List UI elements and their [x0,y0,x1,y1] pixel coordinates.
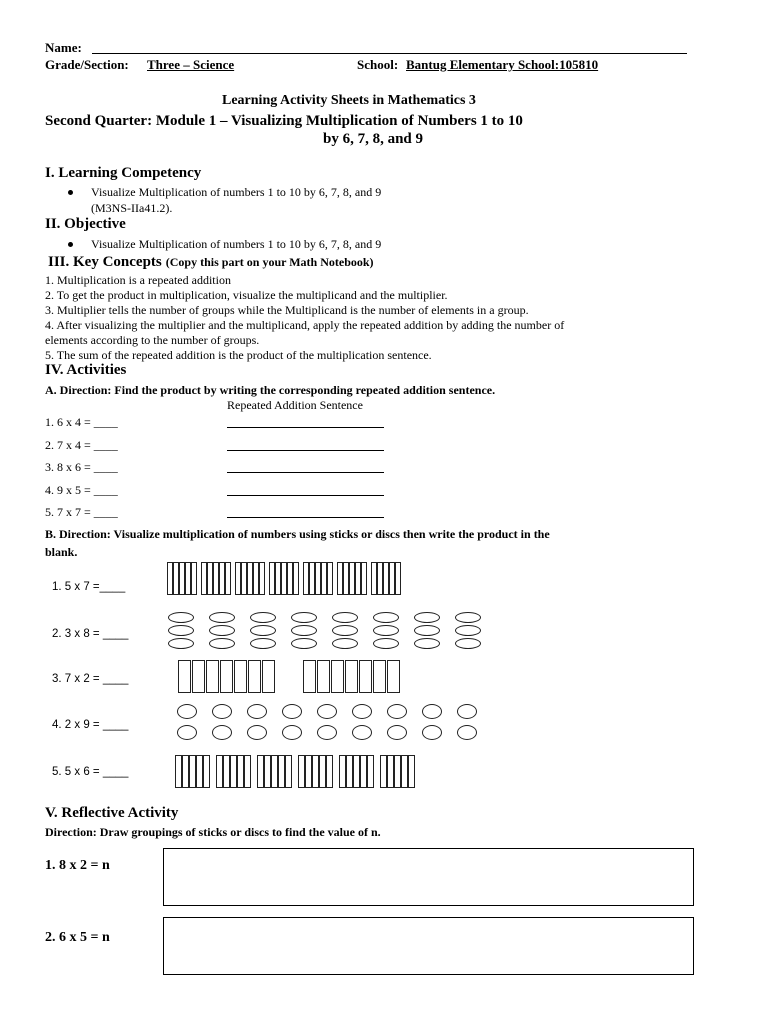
reflective-item: 1. 8 x 2 = n [45,858,110,873]
disc-group [291,612,317,654]
stick [317,660,330,693]
stick [216,755,223,788]
disc [332,638,358,649]
stick [346,755,353,788]
activity-a-direction: A. Direction: Find the product by writing the corresponding repeated addition sentence. [45,383,496,397]
stick-group [178,660,275,694]
disc [373,612,399,623]
grade-value: Three – Science [147,57,235,72]
disc-group [387,704,407,746]
disc [457,704,477,719]
disc [291,638,317,649]
key-concepts-heading: III. Key Concepts [48,254,162,270]
answer-line[interactable] [227,450,384,451]
objective-heading: II. Objective [45,216,126,232]
activity-a-item: 2. 7 x 4 = ____ [45,438,118,452]
stick [192,660,205,693]
activity-b-direction-line2: blank. [45,545,78,559]
disc-group [455,612,481,654]
competency-bullet-line2: (M3NS-IIa41.2). [91,201,173,215]
disc [212,725,232,740]
key-concept-item: 3. Multiplier tells the number of groups while the Multiplicand is the number of elements in a group. [45,303,529,317]
disc [387,725,407,740]
key-concept-item: 4. After visualizing the multiplier and the multiplicand, apply the repeated addition by adding the number of [45,318,565,332]
stick [359,660,372,693]
disc [177,704,197,719]
stick [248,660,261,693]
activities-heading: IV. Activities [45,362,127,378]
stick [319,755,326,788]
stick [395,562,401,595]
title-line1: Learning Activity Sheets in Mathematics 3 [222,93,476,108]
disc [291,612,317,623]
disc [373,638,399,649]
disc [250,625,276,636]
answer-line[interactable] [227,427,384,428]
disc-group [414,612,440,654]
activity-b-item-label: 4. 2 x 9 = ____ [52,719,129,731]
disc [168,638,194,649]
stick [223,755,230,788]
disc [414,638,440,649]
disc [209,638,235,649]
stick [298,755,305,788]
competency-bullet-line1: Visualize Multiplication of numbers 1 to 10 by 6, 7, 8, and 9 [91,185,382,199]
stick [220,660,233,693]
stick [326,755,333,788]
disc [422,704,442,719]
disc [332,625,358,636]
stick [339,755,346,788]
stick [206,660,219,693]
stick [373,660,386,693]
disc-group [212,704,232,746]
disc [352,704,372,719]
stick-group [167,562,197,596]
stick [387,755,394,788]
activity-b-item-label: 3. 7 x 2 = ____ [52,673,129,685]
title-line2: Second Quarter: Module 1 – Visualizing Multiplication of Numbers 1 to 10 [45,113,523,129]
stick [345,660,358,693]
stick [293,562,299,595]
disc [455,638,481,649]
disc-group [168,612,194,654]
key-concept-item: 1. Multiplication is a repeated addition [45,273,231,287]
stick-group [303,562,333,596]
disc [455,625,481,636]
stick-group [216,755,251,789]
sticks-row-3 [178,660,400,694]
stick [175,755,182,788]
stick-group [257,755,292,789]
stick [196,755,203,788]
disc [414,612,440,623]
disc-group [332,612,358,654]
drawing-box-2[interactable] [163,917,694,975]
school-value: Bantug Elementary School:105810 [406,57,599,72]
stick-group [175,755,210,789]
stick [237,755,244,788]
disc [317,704,337,719]
disc-group [209,612,235,654]
stick [264,755,271,788]
disc-group [177,704,197,746]
stick [203,755,210,788]
disc [422,725,442,740]
stick [312,755,319,788]
stick [380,755,387,788]
drawing-box-1[interactable] [163,848,694,906]
stick-group [298,755,333,789]
disc [291,625,317,636]
disc [247,725,267,740]
school-label: School: [357,57,399,72]
disc [168,625,194,636]
disc [247,704,267,719]
discs-row-4 [177,704,477,746]
stick-group [337,562,367,596]
stick [257,755,264,788]
reflective-direction: Direction: Draw groupings of sticks or discs to find the value of n. [45,825,381,839]
key-concepts-note: (Copy this part on your Math Notebook) [165,255,374,269]
disc [212,704,232,719]
disc [168,612,194,623]
disc-group [282,704,302,746]
stick [271,755,278,788]
disc [282,725,302,740]
answer-line[interactable] [227,495,384,496]
disc [457,725,477,740]
stick [230,755,237,788]
disc-group [352,704,372,746]
competency-heading: I. Learning Competency [45,165,202,181]
stick [244,755,251,788]
stick [360,755,367,788]
objective-bullet: Visualize Multiplication of numbers 1 to 10 by 6, 7, 8, and 9 [91,237,382,251]
stick-group [339,755,374,789]
discs-row-2 [168,612,481,654]
answer-line[interactable] [227,517,384,518]
stick [303,660,316,693]
key-concept-item: elements according to the number of groups. [45,333,260,347]
key-concept-item: 5. The sum of the repeated addition is the product of the multiplication sentence. [45,348,432,362]
stick-group [380,755,415,789]
stick [327,562,333,595]
stick [262,660,275,693]
stick [408,755,415,788]
disc-group [317,704,337,746]
disc [455,612,481,623]
disc-group [250,612,276,654]
disc [209,612,235,623]
disc [332,612,358,623]
reflective-item: 2. 6 x 5 = n [45,930,110,945]
name-label: Name: [45,40,82,55]
stick [182,755,189,788]
stick [387,660,400,693]
disc-group [422,704,442,746]
stick [285,755,292,788]
title-line3: by 6, 7, 8, and 9 [323,131,424,147]
disc-group [373,612,399,654]
activity-b-item-label: 1. 5 x 7 =____ [52,581,126,593]
disc [250,638,276,649]
disc [209,625,235,636]
stick [259,562,265,595]
stick [234,660,247,693]
disc [317,725,337,740]
disc [352,725,372,740]
stick [367,755,374,788]
activity-a-item: 4. 9 x 5 = ____ [45,483,118,497]
stick-group [371,562,401,596]
disc [282,704,302,719]
key-concepts-heading-row [48,253,374,271]
stick [361,562,367,595]
stick [189,755,196,788]
stick-group [303,660,400,694]
disc-group [247,704,267,746]
stick [331,660,344,693]
stick-group [269,562,299,596]
reflective-heading: V. Reflective Activity [45,805,179,821]
stick [401,755,408,788]
bullet-icon [68,190,73,195]
activity-b-item-label: 2. 3 x 8 = ____ [52,628,129,640]
name-field[interactable] [92,53,687,54]
activity-a-item: 5. 7 x 7 = ____ [45,505,118,519]
sticks-row-1 [167,562,401,596]
disc-group [457,704,477,746]
disc [250,612,276,623]
disc [177,725,197,740]
grade-label: Grade/Section: [45,57,129,72]
stick [353,755,360,788]
stick [178,660,191,693]
activity-a-item: 1. 6 x 4 = ____ [45,415,118,429]
bullet-icon [68,242,73,247]
stick [278,755,285,788]
sticks-row-5 [175,755,415,789]
stick [394,755,401,788]
activity-a-column-header: Repeated Addition Sentence [227,398,363,412]
stick-group [235,562,265,596]
stick-group [201,562,231,596]
answer-line[interactable] [227,472,384,473]
stick [305,755,312,788]
disc [414,625,440,636]
key-concept-item: 2. To get the product in multiplication, visualize the multiplicand and the multiplier. [45,288,448,302]
stick [225,562,231,595]
activity-b-direction-line1: B. Direction: Visualize multiplication of numbers using sticks or discs then write the product in the [45,527,550,541]
disc [373,625,399,636]
activity-b-item-label: 5. 5 x 6 = ____ [52,766,129,778]
stick [191,562,197,595]
activity-a-item: 3. 8 x 6 = ____ [45,460,118,474]
disc [387,704,407,719]
